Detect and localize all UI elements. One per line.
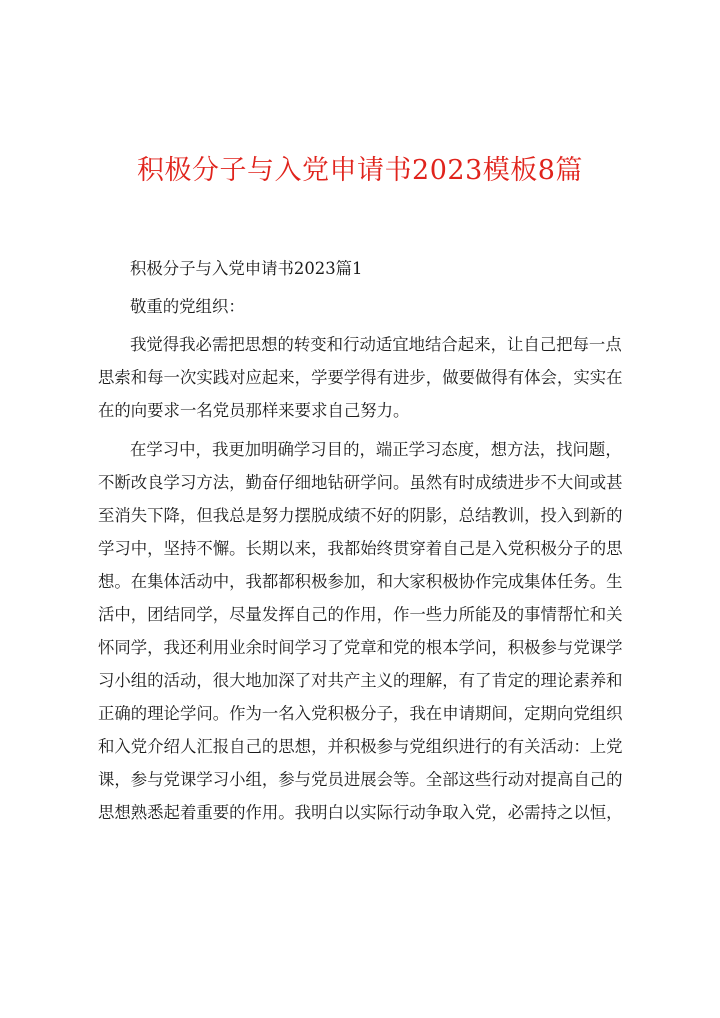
document-body [98, 252, 628, 829]
section-heading: 积极分子与入党申请书2023篇1 [130, 259, 363, 278]
paragraph-1 [98, 328, 628, 427]
paragraph-line: 在的向要求一名党员那样来要求自己努力。 [98, 401, 410, 420]
paragraph-line: 活中，团结同学，尽量发挥自己的作用，作一些力所能及的事情帮忙和关 [98, 605, 623, 624]
paragraph-line: 正确的理论学问。作为一名入党积极分子，我在申请期间，定期向党组织 [98, 704, 623, 723]
paragraph-line: 不断改良学习方法，勤奋仔细地钻研学问。虽然有时成绩进步不大间或甚 [98, 473, 623, 492]
paragraph-line: 课，参与党课学习小组，参与党员进展会等。全部这些行动对提高自己的 [98, 770, 623, 789]
document-title: 积极分子与入党申请书2023模板8篇 [137, 155, 583, 186]
paragraph-line: 习小组的活动，很大地加深了对共产主义的理解，有了肯定的理论素养和 [98, 671, 623, 690]
salutation: 敬重的党组织： [130, 297, 245, 316]
paragraph-2 [98, 433, 628, 829]
paragraph-line: 想。在集体活动中，我都都积极参加，和大家积极协作完成集体任务。生 [98, 572, 623, 591]
paragraph-line: 怀同学，我还利用业余时间学习了党章和党的根本学问，积极参与党课学 [98, 638, 623, 657]
paragraph-line: 学习中，坚持不懈。长期以来，我都始终贯穿着自己是入党积极分子的思 [98, 539, 623, 558]
paragraph-line: 思索和每一次实践对应起来，学要学得有进步，做要做得有体会，实实在 [98, 368, 623, 387]
paragraph-line: 至消失下降，但我总是努力摆脱成绩不好的阴影，总结教训，投入到新的 [98, 506, 623, 525]
paragraph-line: 我觉得我必需把思想的转变和行动适宜地结合起来，让自己把每一点 [130, 335, 622, 354]
paragraph-line: 在学习中，我更加明确学习目的，端正学习态度，想方法，找问题， [130, 440, 622, 459]
paragraph-line: 思想熟悉起着重要的作用。我明白以实际行动争取入党，必需持之以恒， [98, 803, 623, 822]
paragraph-line: 和入党介绍人汇报自己的思想，并积极参与党组织进行的有关活动：上党 [98, 737, 623, 756]
